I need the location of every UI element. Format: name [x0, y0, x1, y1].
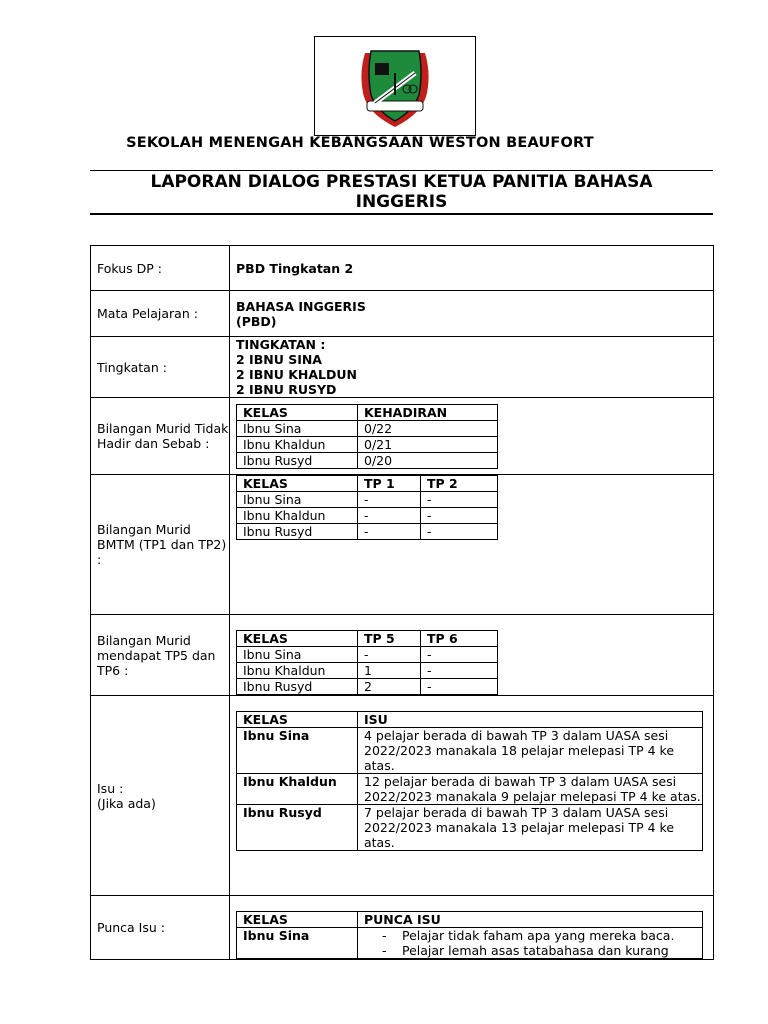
cell-punca [358, 928, 703, 959]
value-bmtm [230, 475, 714, 615]
list-item: - Pelajar tidak faham apa yang mereka baca. [358, 928, 702, 943]
row-fokus [91, 246, 714, 291]
list-item: - Pelajar lemah asas tatabahasa dan kurang [358, 943, 702, 958]
school-crest-icon [357, 43, 433, 131]
value-mata-pelajaran [230, 291, 714, 337]
cell-kelas: Ibnu Sina [237, 647, 358, 663]
cell-tp1: - [358, 524, 421, 540]
label-tp5-tp6: Bilangan Murid mendapat TP5 dan TP6 : [91, 615, 230, 696]
cell-kehadiran: 0/20 [358, 453, 498, 469]
isu-label: Isu : [97, 780, 124, 796]
table-row [237, 728, 703, 774]
tingkatan-line: 2 IBNU RUSYD [236, 382, 337, 397]
subject-name: BAHASA INGGERIS [236, 298, 366, 314]
header-punca: PUNCA ISU [358, 912, 703, 928]
bottom-divider [90, 213, 713, 215]
label-tidak-hadir: Bilangan Murid Tidak Hadir dan Sebab : [91, 398, 230, 475]
attendance-table [236, 404, 498, 469]
label-punca: Punca Isu : [91, 896, 230, 960]
cell-kelas: Ibnu Rusyd [237, 679, 358, 695]
table-row [237, 508, 498, 524]
header-kelas: KELAS [237, 476, 358, 492]
cell-tp2: - [421, 508, 498, 524]
label-bmtm: Bilangan Murid BMTM (TP1 dan TP2) : [91, 475, 230, 615]
row-punca [91, 896, 714, 960]
cell-kelas: Ibnu Rusyd [237, 453, 358, 469]
header-kelas: KELAS [237, 631, 358, 647]
header-isu: ISU [358, 712, 703, 728]
label-mata-pelajaran: Mata Pelajaran : [91, 291, 230, 337]
row-bmtm [91, 475, 714, 615]
value-tingkatan [230, 337, 714, 398]
table-row [237, 647, 498, 663]
cell-kelas: Ibnu Khaldun [237, 437, 358, 453]
table-row [237, 437, 498, 453]
table-row [237, 421, 498, 437]
table-row [237, 492, 498, 508]
row-tp5-tp6 [91, 615, 714, 696]
cell-kelas: Ibnu Rusyd [237, 524, 358, 540]
report-title [90, 172, 713, 212]
header-tp5: TP 5 [358, 631, 421, 647]
cell-tp5: 1 [358, 663, 421, 679]
tingkatan-line: 2 IBNU SINA [236, 352, 322, 367]
title-line-2: INGGERIS [355, 192, 448, 212]
cell-kelas: Ibnu Sina [237, 421, 358, 437]
value-tp5-tp6 [230, 615, 714, 696]
cell-kelas: Ibnu Khaldun [237, 774, 358, 805]
punca-table [236, 911, 703, 959]
cell-kelas: Ibnu Sina [237, 492, 358, 508]
header-kelas: KELAS [237, 712, 358, 728]
table-row [237, 453, 498, 469]
header-tp6: TP 6 [421, 631, 498, 647]
cell-tp2: - [421, 524, 498, 540]
isu-sublabel: (Jika ada) [97, 795, 156, 811]
cell-tp6: - [421, 663, 498, 679]
value-tidak-hadir [230, 398, 714, 475]
cell-tp6: - [421, 647, 498, 663]
top-divider [90, 170, 713, 171]
logo-box [314, 36, 476, 136]
table-row [237, 524, 498, 540]
cell-tp1: - [358, 492, 421, 508]
punca-list [358, 928, 702, 958]
cell-kelas: Ibnu Sina [237, 928, 358, 959]
header-tp1: TP 1 [358, 476, 421, 492]
label-tingkatan: Tingkatan : [91, 337, 230, 398]
cell-kelas: Ibnu Khaldun [237, 508, 358, 524]
school-name: SEKOLAH MENENGAH KEBANGSAAN WESTON BEAUFORT [126, 135, 594, 151]
table-row [237, 679, 498, 695]
table-row [237, 805, 703, 851]
bmtm-table [236, 475, 498, 540]
value-isu [230, 696, 714, 896]
tingkatan-line: TINGKATAN : [236, 337, 326, 352]
cell-kehadiran: 0/22 [358, 421, 498, 437]
cell-tp5: - [358, 647, 421, 663]
cell-tp2: - [421, 492, 498, 508]
header-kelas: KELAS [237, 405, 358, 421]
cell-tp1: - [358, 508, 421, 524]
row-tidak-hadir [91, 398, 714, 475]
row-isu [91, 696, 714, 896]
value-fokus: PBD Tingkatan 2 [230, 246, 714, 291]
row-mata-pelajaran [91, 291, 714, 337]
value-punca [230, 896, 714, 960]
tp56-table [236, 630, 498, 695]
header-kelas: KELAS [237, 912, 358, 928]
cell-isu: 12 pelajar berada di bawah TP 3 dalam UASA sesi 2022/2023 manakala 9 pelajar melepasi TP 4 ke atas. [358, 774, 703, 805]
title-line-1: LAPORAN DIALOG PRESTASI KETUA PANITIA BAHASA [150, 172, 653, 192]
table-row [237, 928, 703, 959]
isu-table [236, 711, 703, 851]
cell-tp6: - [421, 679, 498, 695]
report-table [90, 245, 714, 960]
cell-kelas: Ibnu Khaldun [237, 663, 358, 679]
subject-type: (PBD) [236, 313, 277, 329]
header-tp2: TP 2 [421, 476, 498, 492]
table-row [237, 663, 498, 679]
cell-tp5: 2 [358, 679, 421, 695]
label-isu [91, 696, 230, 896]
label-fokus: Fokus DP : [91, 246, 230, 291]
cell-kelas: Ibnu Rusyd [237, 805, 358, 851]
header-kehadiran: KEHADIRAN [358, 405, 498, 421]
tingkatan-line: 2 IBNU KHALDUN [236, 367, 357, 382]
cell-kehadiran: 0/21 [358, 437, 498, 453]
cell-isu: 4 pelajar berada di bawah TP 3 dalam UASA sesi 2022/2023 manakala 18 pelajar melepasi TP 4 ke atas. [358, 728, 703, 774]
cell-kelas: Ibnu Sina [237, 728, 358, 774]
row-tingkatan [91, 337, 714, 398]
cell-isu: 7 pelajar berada di bawah TP 3 dalam UASA sesi 2022/2023 manakala 13 pelajar melepasi TP 4 ke atas. [358, 805, 703, 851]
table-row [237, 774, 703, 805]
